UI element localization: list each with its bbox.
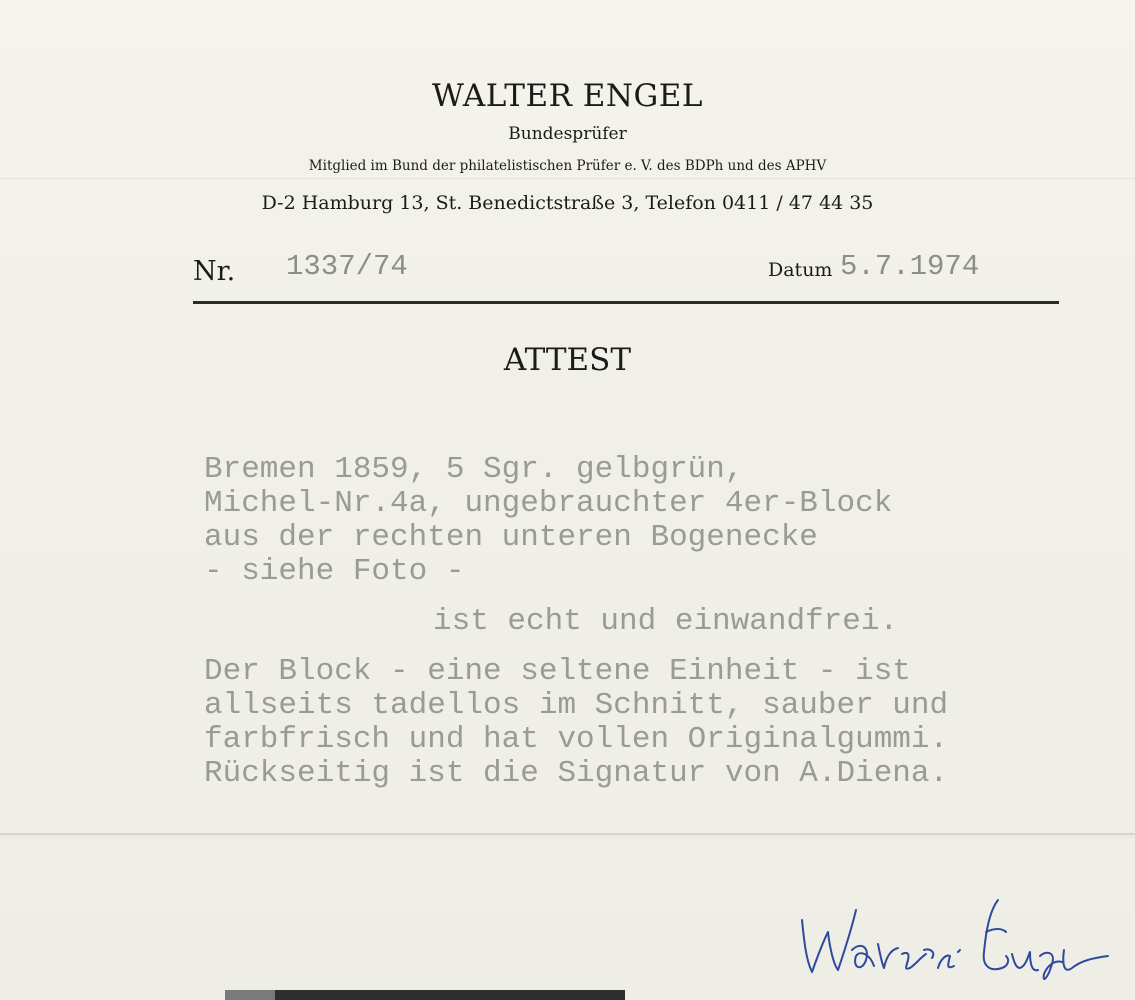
number-label: Nr. xyxy=(193,256,236,287)
body-line: Bremen 1859, 5 Sgr. gelbgrün, xyxy=(204,452,744,487)
body-line: - siehe Foto - xyxy=(204,554,465,589)
body-line: farbfrisch und hat vollen Originalgummi. xyxy=(204,722,949,757)
handwritten-signature xyxy=(790,880,1120,990)
paper-fold-top xyxy=(0,178,1135,179)
number-value: 1337/74 xyxy=(286,250,408,283)
header-rule xyxy=(193,301,1059,304)
body-line: allseits tadellos im Schnitt, sauber und xyxy=(204,688,949,723)
body-line: aus der rechten unteren Bogenecke xyxy=(204,520,818,555)
document-title: ATTEST xyxy=(503,342,632,378)
verdict-line: ist echt und einwandfrei. xyxy=(433,604,899,639)
body-line: Michel-Nr.4a, ungebrauchter 4er-Block xyxy=(204,486,893,521)
membership-line: Mitglied im Bund der philatelistischen Prüfer e. V. des BDPh und des APHV xyxy=(308,158,827,174)
address-line: D-2 Hamburg 13, St. Benedictstraße 3, Telefon 0411 / 47 44 35 xyxy=(261,192,874,214)
examiner-name: WALTER ENGEL xyxy=(432,78,703,114)
photo-edge xyxy=(225,990,625,1000)
body-line: Rückseitig ist die Signatur von A.Diena. xyxy=(204,756,949,791)
body-line: Der Block - eine seltene Einheit - ist xyxy=(204,654,911,689)
examiner-role: Bundesprüfer xyxy=(508,124,627,144)
date-label: Datum xyxy=(768,259,833,281)
date-value: 5.7.1974 xyxy=(840,250,980,283)
paper-fold-bottom xyxy=(0,833,1135,835)
